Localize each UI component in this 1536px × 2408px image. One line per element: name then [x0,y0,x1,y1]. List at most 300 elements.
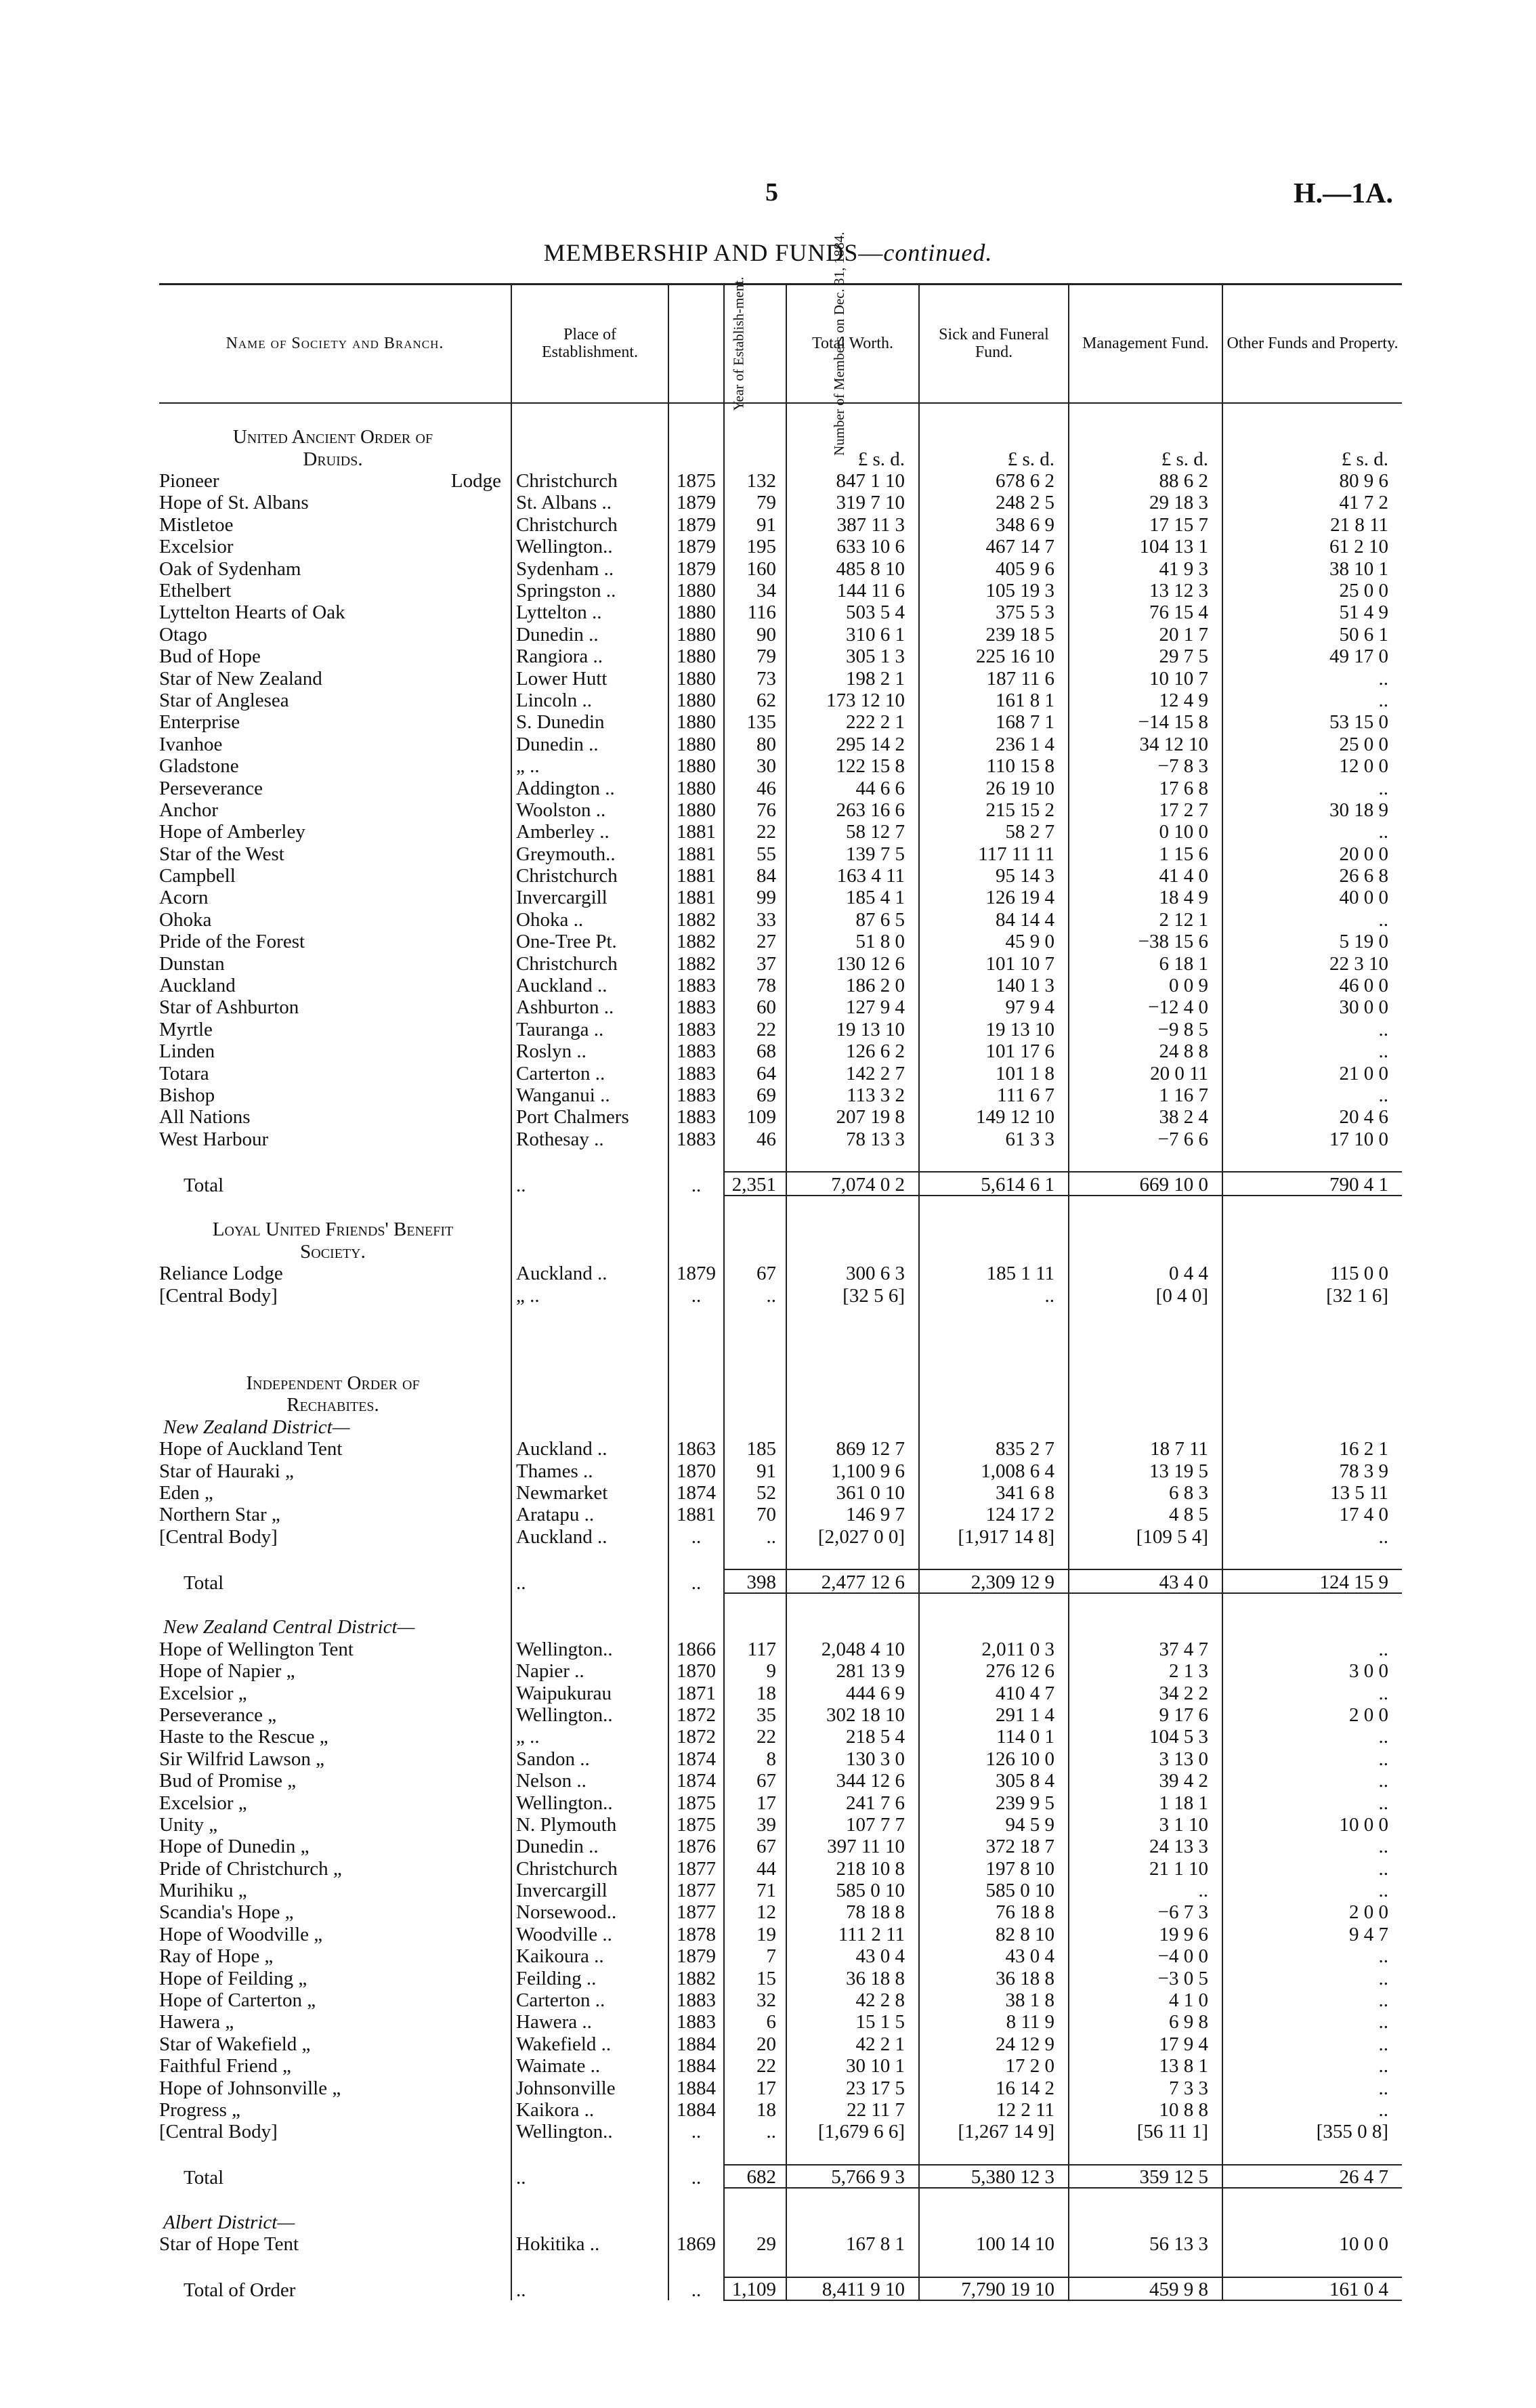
year: 1883 [668,974,724,996]
total-worth [786,1393,919,1415]
other-funds: 25 0 0 [1222,732,1402,754]
management-fund: 41 4 0 [1069,864,1222,886]
year: 1880 [668,601,724,622]
branch-name: Ethelbert [159,580,232,602]
branch-name [159,2142,511,2164]
management-fund: [109 5 4] [1069,1525,1222,1546]
year: 1882 [668,930,724,952]
total-worth: 2,048 4 10 [786,1637,919,1659]
branch-name: Hope of St. Albans [159,492,309,514]
col-place: Place of Establishment. [511,284,668,403]
members: .. [724,2120,786,2142]
total-worth: 163 4 11 [786,864,919,886]
table-row [159,732,1402,754]
management-fund: 0 0 9 [1069,974,1222,996]
sick-fund: 101 17 6 [919,1040,1069,1061]
year: .. [668,2120,724,2142]
other-funds: £ s. d. [1222,447,1402,469]
year: .. [668,2277,724,2300]
sick-fund: 348 6 9 [919,513,1069,534]
sick-fund: 19 13 10 [919,1017,1069,1039]
year: .. [668,1284,724,1305]
other-funds [1222,1306,1402,1328]
year: 1881 [668,864,724,886]
members: 9 [724,1660,786,1681]
members: 6 [724,2010,786,2032]
management-fund: 20 1 7 [1069,622,1222,644]
members: 70 [724,1503,786,1525]
members: 19 [724,1922,786,1944]
sick-fund [919,1240,1069,1261]
management-fund: 29 18 3 [1069,491,1222,513]
sick-fund: 239 9 5 [919,1791,1069,1813]
table-row [159,1989,1402,2010]
sick-fund [919,425,1069,447]
total-worth: 43 0 4 [786,1945,919,1966]
total-worth: 22 11 7 [786,2098,919,2120]
year [668,1196,724,1218]
table-row [159,513,1402,534]
sick-fund: 38 1 8 [919,1989,1069,2010]
total-worth: 146 9 7 [786,1503,919,1525]
other-funds: 9 4 7 [1222,1922,1402,1944]
table-row [159,1017,1402,1039]
sick-fund: 95 14 3 [919,864,1069,886]
management-fund: 56 13 3 [1069,2233,1222,2254]
place [511,2142,668,2164]
members: 52 [724,1481,786,1503]
table-row [159,667,1402,688]
other-funds: 61 2 10 [1222,535,1402,557]
year [668,1393,724,1415]
branch-name: Northern Star „ [159,1504,280,1526]
branch-name: Star of Ashburton [159,996,299,1019]
sick-fund: 124 17 2 [919,1503,1069,1525]
place: Wellington.. [511,535,668,557]
year [668,1149,724,1172]
sick-fund [919,1196,1069,1218]
total-worth: 87 6 5 [786,908,919,929]
year: 1874 [668,1769,724,1791]
other-funds: .. [1222,667,1402,688]
other-funds: .. [1222,776,1402,798]
other-funds [1222,1393,1402,1415]
place: Feilding .. [511,1966,668,1988]
other-funds: 38 10 1 [1222,557,1402,578]
place: Nelson .. [511,1769,668,1791]
members [724,1240,786,1261]
other-funds: 49 17 0 [1222,645,1402,667]
year: 1882 [668,952,724,973]
members: .. [724,1525,786,1546]
year: 1884 [668,2054,724,2076]
year: 1880 [668,732,724,754]
place: Wellington.. [511,2120,668,2142]
branch-name: Total [184,2167,224,2189]
place: St. Albans .. [511,491,668,513]
year: 1863 [668,1437,724,1459]
place: Ashburton .. [511,996,668,1017]
sick-fund: 105 19 3 [919,579,1069,601]
members [724,425,786,447]
branch-name: Lyttelton Hearts of Oak [159,601,345,624]
table-row [159,2076,1402,2098]
year [668,1547,724,1569]
place [511,1218,668,1240]
other-funds: .. [1222,1791,1402,1813]
other-funds: 30 18 9 [1222,799,1402,820]
members: 29 [724,2233,786,2254]
page-number: 5 [765,178,778,207]
place: Auckland .. [511,974,668,996]
total-worth: 444 6 9 [786,1681,919,1703]
year: .. [668,1172,724,1195]
section-heading [159,1615,1402,1637]
branch-name: Star of Hope Tent [159,2233,299,2256]
table-row [159,2233,1402,2254]
sick-fund: 405 9 6 [919,557,1069,578]
other-funds: .. [1222,1747,1402,1769]
members: 71 [724,1879,786,1901]
place [511,2188,668,2210]
branch-name: West Harbour [159,1128,269,1150]
table-row [159,908,1402,929]
sick-fund: 161 8 1 [919,689,1069,711]
members [724,1306,786,1328]
year: .. [668,1569,724,1592]
management-fund: 3 1 10 [1069,1813,1222,1835]
members [724,1149,786,1172]
place: .. [511,1569,668,1592]
total-worth [786,1372,919,1393]
total-worth: [2,027 0 0] [786,1525,919,1546]
year: 1880 [668,711,724,732]
place [511,1240,668,1261]
total-worth: 130 12 6 [786,952,919,973]
table-row [159,820,1402,842]
total-worth: 30 10 1 [786,2054,919,2076]
table-row [159,2120,1402,2142]
branch-name: Hope of Feilding „ [159,1967,307,1989]
table-row [159,1061,1402,1083]
table-row [159,557,1402,578]
place: Invercargill [511,1879,668,1901]
year: 1884 [668,2076,724,2098]
management-fund: 1 15 6 [1069,842,1222,864]
year: 1879 [668,513,724,534]
management-fund: 359 12 5 [1069,2165,1222,2188]
sick-fund: 97 9 4 [919,996,1069,1017]
year [668,1218,724,1240]
members: 79 [724,491,786,513]
place: „ .. [511,1284,668,1305]
sick-fund [919,1615,1069,1637]
col-worth: Total Worth. [786,284,919,403]
members: 73 [724,667,786,688]
total-worth: 585 0 10 [786,1879,919,1901]
total-row [159,2277,1402,2300]
other-funds: .. [1222,1637,1402,1659]
branch-name: Hope of Wellington Tent [159,1638,354,1660]
other-funds: .. [1222,1084,1402,1105]
total-worth [786,1615,919,1637]
spacer-row [159,1349,1402,1371]
management-fund: .. [1069,1879,1222,1901]
year: 1880 [668,667,724,688]
members: 55 [724,842,786,864]
management-fund: 29 7 5 [1069,645,1222,667]
other-funds: 80 9 6 [1222,469,1402,491]
sick-fund: 140 1 3 [919,974,1069,996]
table-row [159,974,1402,996]
sick-fund: 117 11 11 [919,842,1069,864]
members [724,2211,786,2233]
other-funds: .. [1222,1725,1402,1747]
year: 1879 [668,1262,724,1284]
other-funds [1222,1196,1402,1218]
place [511,1196,668,1218]
management-fund: 17 6 8 [1069,776,1222,798]
members: 18 [724,1681,786,1703]
year: 1872 [668,1704,724,1725]
total-worth: 44 6 6 [786,776,919,798]
place: Christchurch [511,864,668,886]
total-worth: 126 6 2 [786,1040,919,1061]
place [511,1306,668,1328]
year: 1883 [668,1017,724,1039]
branch-name: Campbell [159,865,236,887]
sick-fund: 126 19 4 [919,886,1069,908]
table-row [159,1660,1402,1681]
other-funds: .. [1222,820,1402,842]
sick-fund: 185 1 11 [919,1262,1069,1284]
table-row [159,1791,1402,1813]
year [668,2188,724,2210]
branch-name: Totara [159,1062,209,1084]
other-funds: 115 0 0 [1222,1262,1402,1284]
members: 46 [724,1127,786,1149]
place: Auckland .. [511,1525,668,1546]
year [668,1306,724,1328]
members: 1,109 [724,2277,786,2300]
total-worth: 305 1 3 [786,645,919,667]
place [511,2211,668,2233]
total-worth: 397 11 10 [786,1835,919,1857]
branch-name: Hawera „ [159,2011,234,2033]
place: Lincoln .. [511,689,668,711]
management-fund [1069,1349,1222,1371]
total-worth: 344 12 6 [786,1769,919,1791]
management-fund: −3 0 5 [1069,1966,1222,1988]
place: Rothesay .. [511,1127,668,1149]
total-worth: 58 12 7 [786,820,919,842]
management-fund: 17 9 4 [1069,2032,1222,2054]
sick-fund: 5,380 12 3 [919,2165,1069,2188]
place: Amberley .. [511,820,668,842]
year: 1883 [668,1989,724,2010]
table-row [159,2032,1402,2054]
management-fund: 6 18 1 [1069,952,1222,973]
col-sick: Sick and Funeral Fund. [919,284,1069,403]
place: Thames .. [511,1459,668,1481]
spacer-row [159,1196,1402,1218]
sick-fund [919,1328,1069,1349]
table-row [159,1459,1402,1481]
year [668,2211,724,2233]
year: 1880 [668,799,724,820]
table-row [159,864,1402,886]
members: 17 [724,1791,786,1813]
year: 1884 [668,2098,724,2120]
branch-name: [Central Body] [159,2121,278,2143]
other-funds [1222,403,1402,425]
other-funds: 41 7 2 [1222,491,1402,513]
members: 116 [724,601,786,622]
branch-name: Hope of Dunedin „ [159,1836,310,1858]
total-worth: £ s. d. [786,447,919,469]
management-fund: −7 6 6 [1069,1127,1222,1149]
other-funds: 46 0 0 [1222,974,1402,996]
total-worth: 127 9 4 [786,996,919,1017]
other-funds: .. [1222,1945,1402,1966]
total-row [159,1172,1402,1195]
place: .. [511,1172,668,1195]
branch-name: Excelsior „ [159,1682,247,1704]
branch-name: Haste to the Rescue „ [159,1726,328,1748]
table-row [159,469,1402,491]
members: 69 [724,1084,786,1105]
management-fund [1069,1196,1222,1218]
place: Greymouth.. [511,842,668,864]
branch-name: Gladstone [159,755,239,778]
members: 60 [724,996,786,1017]
management-fund [1069,1393,1222,1415]
branch-name: Dunstan [159,952,225,975]
members: 195 [724,535,786,557]
members: 76 [724,799,786,820]
section-heading [159,1218,1402,1240]
members: 67 [724,1262,786,1284]
members: 79 [724,645,786,667]
place: Auckland .. [511,1262,668,1284]
place: Lyttelton .. [511,601,668,622]
total-worth [786,2254,919,2277]
total-worth: [1,679 6 6] [786,2120,919,2142]
members [724,1196,786,1218]
members: 80 [724,732,786,754]
branch-name: Pride of Christchurch „ [159,1857,342,1880]
sick-fund: 341 6 8 [919,1481,1069,1503]
section-heading [159,425,1402,447]
sick-fund: 100 14 10 [919,2233,1069,2254]
sick-fund: 16 14 2 [919,2076,1069,2098]
branch-name: Excelsior „ [159,1792,247,1814]
branch-name [159,1593,511,1615]
table-row [159,1901,1402,1922]
total-worth: 111 2 11 [786,1922,919,1944]
total-worth: 186 2 0 [786,974,919,996]
year: 1877 [668,1901,724,1922]
management-fund: 38 2 4 [1069,1105,1222,1127]
management-fund: 39 4 2 [1069,1769,1222,1791]
table-row [159,1835,1402,1857]
year: 1879 [668,535,724,557]
total-worth [786,1240,919,1261]
sick-fund: 187 11 6 [919,667,1069,688]
members: 132 [724,469,786,491]
place: Carterton .. [511,1061,668,1083]
management-fund [1069,1306,1222,1328]
place: Invercargill [511,886,668,908]
other-funds: 3 0 0 [1222,1660,1402,1681]
year: 1871 [668,1681,724,1703]
other-funds: [355 0 8] [1222,2120,1402,2142]
management-fund [1069,1547,1222,1569]
branch-name: [Central Body] [159,1525,278,1548]
total-worth: [32 5 6] [786,1284,919,1305]
other-funds: 50 6 1 [1222,622,1402,644]
branch-name: Myrtle [159,1018,213,1040]
other-funds [1222,1328,1402,1349]
sick-fund: 236 1 4 [919,732,1069,754]
year: 1880 [668,622,724,644]
year [668,1328,724,1349]
other-funds: .. [1222,1040,1402,1061]
year [668,1415,724,1437]
year [668,1615,724,1637]
branch-name: Star of Hauraki „ [159,1460,294,1482]
members: 22 [724,1017,786,1039]
management-fund: 13 12 3 [1069,579,1222,601]
branch-name: Excelsior [159,536,234,558]
branch-name [159,1349,511,1371]
year [668,1349,724,1371]
table-row [159,1681,1402,1703]
management-fund: 0 4 4 [1069,1262,1222,1284]
table-row [159,1769,1402,1791]
management-fund: 88 6 2 [1069,469,1222,491]
other-funds [1222,2254,1402,2277]
sick-fund: 248 2 5 [919,491,1069,513]
management-fund [1069,1615,1222,1637]
other-funds: 25 0 0 [1222,579,1402,601]
members: 22 [724,2054,786,2076]
management-fund: 37 4 7 [1069,1637,1222,1659]
management-fund [1069,1372,1222,1393]
year [668,403,724,425]
branch-name: Hope of Amberley [159,821,305,843]
table-row [159,799,1402,820]
management-fund [1069,2142,1222,2164]
sick-fund [919,2254,1069,2277]
members: 185 [724,1437,786,1459]
members: 34 [724,579,786,601]
year: 1875 [668,1813,724,1835]
branch-name: United Ancient Order of [232,426,433,448]
management-fund: 18 7 11 [1069,1437,1222,1459]
sick-fund: 835 2 7 [919,1437,1069,1459]
table-header [159,284,1402,403]
other-funds: 26 6 8 [1222,864,1402,886]
sick-fund: 2,011 0 3 [919,1637,1069,1659]
other-funds [1222,2142,1402,2164]
spacer-row [159,403,1402,425]
branch-name: Hope of Napier „ [159,1660,295,1683]
total-worth: 5,766 9 3 [786,2165,919,2188]
table-row [159,1503,1402,1525]
place: Kaikoura .. [511,1945,668,1966]
branch-name: Loyal United Friends' Benefit [212,1219,454,1241]
